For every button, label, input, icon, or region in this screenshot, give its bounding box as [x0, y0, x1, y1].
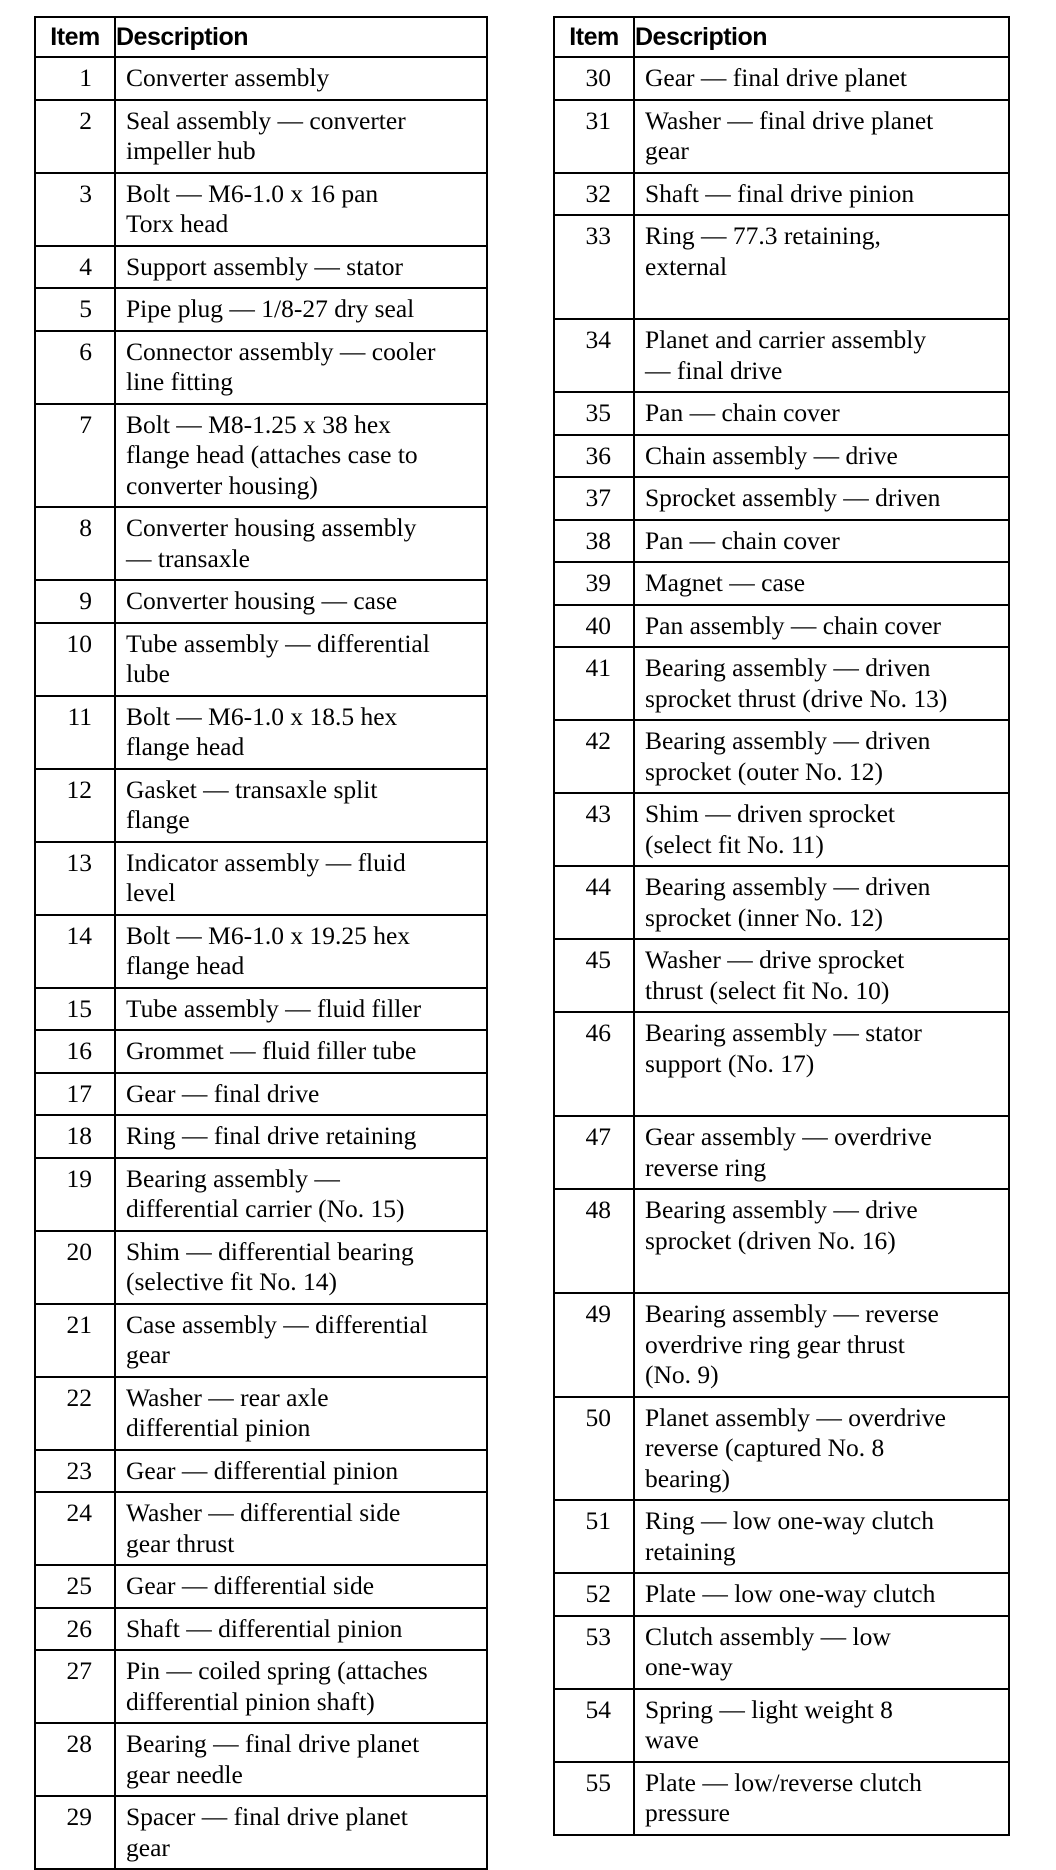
- description-line: Gear — final drive: [126, 1078, 320, 1108]
- item-description: [115, 404, 487, 508]
- description-line: Gear — differential side: [126, 1571, 375, 1600]
- item-number: 13: [35, 842, 115, 915]
- table-row: [35, 331, 487, 404]
- description-line: sprocket (outer No. 12): [645, 756, 883, 786]
- description-line: Spacer — final drive planet: [126, 1802, 408, 1831]
- table-row: [35, 915, 487, 988]
- table-row: [35, 1231, 487, 1304]
- description-line: support (No. 17): [645, 1048, 815, 1078]
- item-description: [634, 1573, 1009, 1616]
- item-number: 2: [35, 100, 115, 173]
- item-description: [634, 1293, 1009, 1397]
- description-line: Gear — final drive planet: [645, 63, 907, 92]
- table-row: [35, 580, 487, 623]
- item-description: [115, 1073, 487, 1116]
- item-description: [115, 1492, 487, 1565]
- description-line: Ring — 77.3 retaining,: [645, 221, 881, 250]
- description-line: differential pinion shaft): [126, 1686, 375, 1716]
- table-row: [554, 100, 1009, 173]
- description-line: gear: [126, 1340, 170, 1369]
- item-number: 12: [35, 769, 115, 842]
- item-number: 31: [554, 100, 634, 173]
- description-line: Pipe plug — 1/8-27 dry seal: [126, 294, 415, 323]
- header-row: [554, 17, 1009, 57]
- table-row: [35, 623, 487, 696]
- table-row: [554, 477, 1009, 520]
- description-line: sprocket (driven No. 16): [645, 1225, 896, 1255]
- item-description: [115, 1796, 487, 1869]
- item-description: [115, 173, 487, 246]
- item-description: [115, 288, 487, 331]
- table-row: [554, 1189, 1009, 1293]
- description-line: Shaft — final drive pinion: [645, 178, 915, 208]
- item-description: [634, 1616, 1009, 1689]
- table-row: [35, 988, 487, 1031]
- item-number: 52: [554, 1573, 634, 1616]
- description-line: Seal assembly — converter: [126, 105, 406, 135]
- description-line: Converter housing assembly: [126, 513, 417, 542]
- description-line: Bearing — final drive planet: [126, 1729, 420, 1758]
- table-body: [35, 57, 487, 1869]
- item-description: [634, 100, 1009, 173]
- description-line: gear: [126, 1832, 170, 1862]
- table-row: [35, 1492, 487, 1565]
- description-line: Planet and carrier assembly: [645, 325, 927, 354]
- item-description: [634, 1500, 1009, 1573]
- item-number: 41: [554, 647, 634, 720]
- item-number: 37: [554, 477, 634, 520]
- table-row: [554, 1762, 1009, 1835]
- description-line: sprocket (inner No. 12): [645, 902, 883, 932]
- description-line: Shaft — differential pinion: [126, 1613, 403, 1643]
- description-line: sprocket thrust (drive No. 13): [645, 683, 948, 713]
- item-number: 27: [35, 1650, 115, 1723]
- item-number: 32: [554, 173, 634, 216]
- item-description: [115, 988, 487, 1031]
- item-number: 14: [35, 915, 115, 988]
- table-row: [554, 939, 1009, 1012]
- description-line: Magnet — case: [645, 568, 806, 597]
- table-row: [554, 720, 1009, 793]
- description-line: Tube assembly — fluid filler: [126, 993, 422, 1023]
- description-line: Plate — low one-way clutch: [645, 1579, 936, 1608]
- item-number: 50: [554, 1397, 634, 1501]
- item-number: 51: [554, 1500, 634, 1573]
- table-row: [35, 246, 487, 289]
- description-line: retaining: [645, 1536, 736, 1566]
- item-number: 34: [554, 319, 634, 392]
- item-description: [634, 1116, 1009, 1189]
- description-line: Bolt — M6-1.0 x 19.25 hex: [126, 920, 411, 950]
- item-description: [634, 392, 1009, 435]
- item-number: 29: [35, 1796, 115, 1869]
- table-row: [35, 1115, 487, 1158]
- description-line: level: [126, 878, 176, 907]
- table-row: [35, 100, 487, 173]
- item-description: [115, 246, 487, 289]
- item-number: 5: [35, 288, 115, 331]
- item-description: [634, 477, 1009, 520]
- item-number: 16: [35, 1030, 115, 1073]
- description-line: Support assembly — stator: [126, 251, 403, 281]
- item-number: 23: [35, 1450, 115, 1493]
- item-description: [115, 1158, 487, 1231]
- description-line: Torx head: [126, 209, 229, 238]
- table-row: [35, 288, 487, 331]
- item-description: [115, 696, 487, 769]
- table-row: [554, 866, 1009, 939]
- description-line: Indicator assembly — fluid: [126, 847, 406, 877]
- table-row: [554, 1573, 1009, 1616]
- item-description: [634, 215, 1009, 319]
- item-description: [634, 1012, 1009, 1116]
- item-number: 49: [554, 1293, 634, 1397]
- description-line: — final drive: [645, 355, 783, 385]
- description-line: Washer — drive sprocket: [645, 945, 905, 974]
- item-description: [115, 1030, 487, 1073]
- table-row: [35, 842, 487, 915]
- description-line: — transaxle: [126, 543, 250, 573]
- item-column-header: Item: [554, 17, 634, 57]
- item-description: [115, 1115, 487, 1158]
- item-description: [634, 939, 1009, 1012]
- item-number: 39: [554, 562, 634, 605]
- item-number: 40: [554, 605, 634, 648]
- description-line: flange head: [126, 732, 245, 761]
- description-line: Connector assembly — cooler: [126, 336, 436, 366]
- item-description: [634, 1762, 1009, 1835]
- table-row: [554, 435, 1009, 478]
- description-line: wave: [645, 1725, 699, 1754]
- table-row: [35, 1650, 487, 1723]
- description-line: Tube assembly — differential: [126, 628, 430, 658]
- item-number: 36: [554, 435, 634, 478]
- item-description: [634, 520, 1009, 563]
- description-line: Converter assembly: [126, 63, 330, 92]
- item-description: [634, 319, 1009, 392]
- item-number: 8: [35, 507, 115, 580]
- description-line: Sprocket assembly — driven: [645, 483, 941, 512]
- description-line: Bearing assembly —: [126, 1163, 340, 1193]
- description-line: Washer — final drive planet: [645, 105, 934, 135]
- description-line: Chain assembly — drive: [645, 440, 898, 470]
- item-column-header: Item: [35, 17, 115, 57]
- description-line: (selective fit No. 14): [126, 1267, 338, 1296]
- table-row: [554, 215, 1009, 319]
- description-line: Planet assembly — overdrive: [645, 1402, 946, 1432]
- description-line: converter housing): [126, 470, 318, 500]
- item-description: [115, 1304, 487, 1377]
- description-line: differential carrier (No. 15): [126, 1194, 405, 1223]
- description-line: Pan assembly — chain cover: [645, 610, 942, 640]
- description-column-header: Description: [634, 17, 1009, 57]
- item-description: [115, 1231, 487, 1304]
- description-line: line fitting: [126, 367, 233, 396]
- item-number: 20: [35, 1231, 115, 1304]
- item-number: 26: [35, 1608, 115, 1651]
- description-line: differential pinion: [126, 1413, 311, 1442]
- description-line: Shim — differential bearing: [126, 1236, 414, 1266]
- item-description: [634, 1397, 1009, 1501]
- description-line: Washer — rear axle: [126, 1382, 329, 1412]
- item-description: [115, 507, 487, 580]
- item-description: [115, 623, 487, 696]
- table-row: [554, 1116, 1009, 1189]
- item-description: [115, 1450, 487, 1493]
- table-row: [35, 1796, 487, 1869]
- item-number: 22: [35, 1377, 115, 1450]
- description-line: Pin — coiled spring (attaches: [126, 1656, 428, 1685]
- item-number: 46: [554, 1012, 634, 1116]
- table-row: [554, 1397, 1009, 1501]
- table-row: [35, 507, 487, 580]
- item-description: [634, 173, 1009, 216]
- table-row: [35, 1304, 487, 1377]
- item-number: 54: [554, 1689, 634, 1762]
- description-line: Bolt — M6-1.0 x 16 pan: [126, 178, 379, 208]
- item-number: 30: [554, 57, 634, 100]
- description-line: bearing): [645, 1463, 730, 1493]
- item-number: 1: [35, 57, 115, 100]
- table-row: [35, 769, 487, 842]
- description-line: external: [645, 251, 728, 281]
- item-number: 10: [35, 623, 115, 696]
- table-row: [35, 1565, 487, 1608]
- item-description: [115, 1608, 487, 1651]
- item-description: [115, 331, 487, 404]
- table-row: [35, 1158, 487, 1231]
- description-line: Washer — differential side: [126, 1498, 401, 1527]
- item-description: [115, 100, 487, 173]
- description-line: Pan — chain cover: [645, 398, 840, 427]
- description-line: Bearing assembly — stator: [645, 1018, 922, 1047]
- item-description: [634, 435, 1009, 478]
- description-line: thrust (select fit No. 10): [645, 975, 890, 1005]
- description-line: Ring — low one-way clutch: [645, 1506, 934, 1535]
- table-row: [554, 1293, 1009, 1397]
- item-number: 48: [554, 1189, 634, 1293]
- item-description: [634, 1689, 1009, 1762]
- item-number: 55: [554, 1762, 634, 1835]
- description-line: Spring — light weight 8: [645, 1694, 893, 1724]
- description-line: reverse (captured No. 8: [645, 1433, 885, 1462]
- description-line: Shim — driven sprocket: [645, 799, 896, 828]
- item-description: [115, 580, 487, 623]
- description-line: gear thrust: [126, 1528, 235, 1558]
- item-description: [115, 1650, 487, 1723]
- description-line: gear: [645, 136, 689, 165]
- table-row: [554, 392, 1009, 435]
- table-row: [35, 1608, 487, 1651]
- item-description: [115, 842, 487, 915]
- item-number: 47: [554, 1116, 634, 1189]
- item-number: 35: [554, 392, 634, 435]
- table-row: [554, 1012, 1009, 1116]
- item-number: 43: [554, 793, 634, 866]
- description-line: Bearing assembly — driven: [645, 726, 931, 755]
- table-row: [35, 1450, 487, 1493]
- description-line: Bearing assembly — drive: [645, 1195, 918, 1224]
- item-description: [115, 1723, 487, 1796]
- table-row: [554, 319, 1009, 392]
- table-row: [554, 1616, 1009, 1689]
- item-description: [634, 793, 1009, 866]
- item-description: [115, 915, 487, 988]
- table-row: [35, 57, 487, 100]
- item-number: 42: [554, 720, 634, 793]
- table-body: [554, 57, 1009, 1835]
- table-row: [554, 57, 1009, 100]
- description-column-header: Description: [115, 17, 487, 57]
- item-number: 11: [35, 696, 115, 769]
- table-row: [554, 520, 1009, 563]
- description-line: Gear assembly — overdrive: [645, 1122, 932, 1151]
- item-number: 45: [554, 939, 634, 1012]
- description-line: Gasket — transaxle split: [126, 774, 378, 804]
- parts-table-right: [553, 16, 1010, 1836]
- description-line: reverse ring: [645, 1152, 767, 1182]
- item-description: [634, 1189, 1009, 1293]
- item-number: 19: [35, 1158, 115, 1231]
- item-number: 28: [35, 1723, 115, 1796]
- description-line: overdrive ring gear thrust: [645, 1329, 905, 1359]
- table-row: [35, 1377, 487, 1450]
- description-line: Pan — chain cover: [645, 525, 840, 555]
- item-description: [634, 647, 1009, 720]
- item-number: 21: [35, 1304, 115, 1377]
- table-row: [35, 1723, 487, 1796]
- description-line: Bearing assembly — driven: [645, 872, 931, 901]
- item-number: 24: [35, 1492, 115, 1565]
- description-line: pressure: [645, 1798, 730, 1827]
- table-row: [35, 404, 487, 508]
- description-line: flange head: [126, 951, 245, 980]
- item-description: [634, 605, 1009, 648]
- table-row: [35, 696, 487, 769]
- item-number: 9: [35, 580, 115, 623]
- table-row: [554, 562, 1009, 605]
- item-number: 33: [554, 215, 634, 319]
- table-row: [554, 605, 1009, 648]
- item-description: [634, 57, 1009, 100]
- description-line: (select fit No. 11): [645, 829, 824, 859]
- item-description: [115, 57, 487, 100]
- item-description: [634, 866, 1009, 939]
- item-number: 6: [35, 331, 115, 404]
- table-row: [554, 1500, 1009, 1573]
- item-description: [634, 720, 1009, 793]
- item-number: 4: [35, 246, 115, 289]
- description-line: Bearing assembly — driven: [645, 653, 931, 682]
- description-line: Case assembly — differential: [126, 1309, 428, 1339]
- description-line: impeller hub: [126, 136, 256, 165]
- table-row: [554, 1689, 1009, 1762]
- item-number: 18: [35, 1115, 115, 1158]
- description-line: flange: [126, 805, 190, 834]
- item-number: 7: [35, 404, 115, 508]
- item-number: 17: [35, 1073, 115, 1116]
- table-row: [554, 173, 1009, 216]
- description-line: Plate — low/reverse clutch: [645, 1767, 922, 1797]
- description-line: Bearing assembly — reverse: [645, 1299, 939, 1328]
- item-number: 3: [35, 173, 115, 246]
- table-row: [554, 793, 1009, 866]
- description-line: flange head (attaches case to: [126, 440, 418, 469]
- table-row: [554, 647, 1009, 720]
- item-number: 44: [554, 866, 634, 939]
- header-row: [35, 17, 487, 57]
- description-line: Gear — differential pinion: [126, 1455, 399, 1485]
- description-line: Bolt — M6-1.0 x 18.5 hex: [126, 701, 398, 731]
- description-line: Bolt — M8-1.25 x 38 hex: [126, 409, 391, 439]
- description-line: Converter housing — case: [126, 586, 398, 615]
- table-row: [35, 1073, 487, 1116]
- description-line: Ring — final drive retaining: [126, 1121, 417, 1150]
- parts-table-left: [34, 16, 488, 1870]
- item-number: 25: [35, 1565, 115, 1608]
- description-line: Clutch assembly — low: [645, 1621, 891, 1651]
- item-number: 53: [554, 1616, 634, 1689]
- item-description: [115, 1565, 487, 1608]
- table-row: [35, 1030, 487, 1073]
- description-line: lube: [126, 659, 170, 688]
- item-description: [115, 769, 487, 842]
- item-number: 15: [35, 988, 115, 1031]
- item-description: [634, 562, 1009, 605]
- description-line: (No. 9): [645, 1360, 719, 1389]
- description-line: Grommet — fluid filler tube: [126, 1036, 417, 1065]
- description-line: gear needle: [126, 1759, 243, 1789]
- description-line: one-way: [645, 1652, 733, 1681]
- item-description: [115, 1377, 487, 1450]
- item-number: 38: [554, 520, 634, 563]
- table-row: [35, 173, 487, 246]
